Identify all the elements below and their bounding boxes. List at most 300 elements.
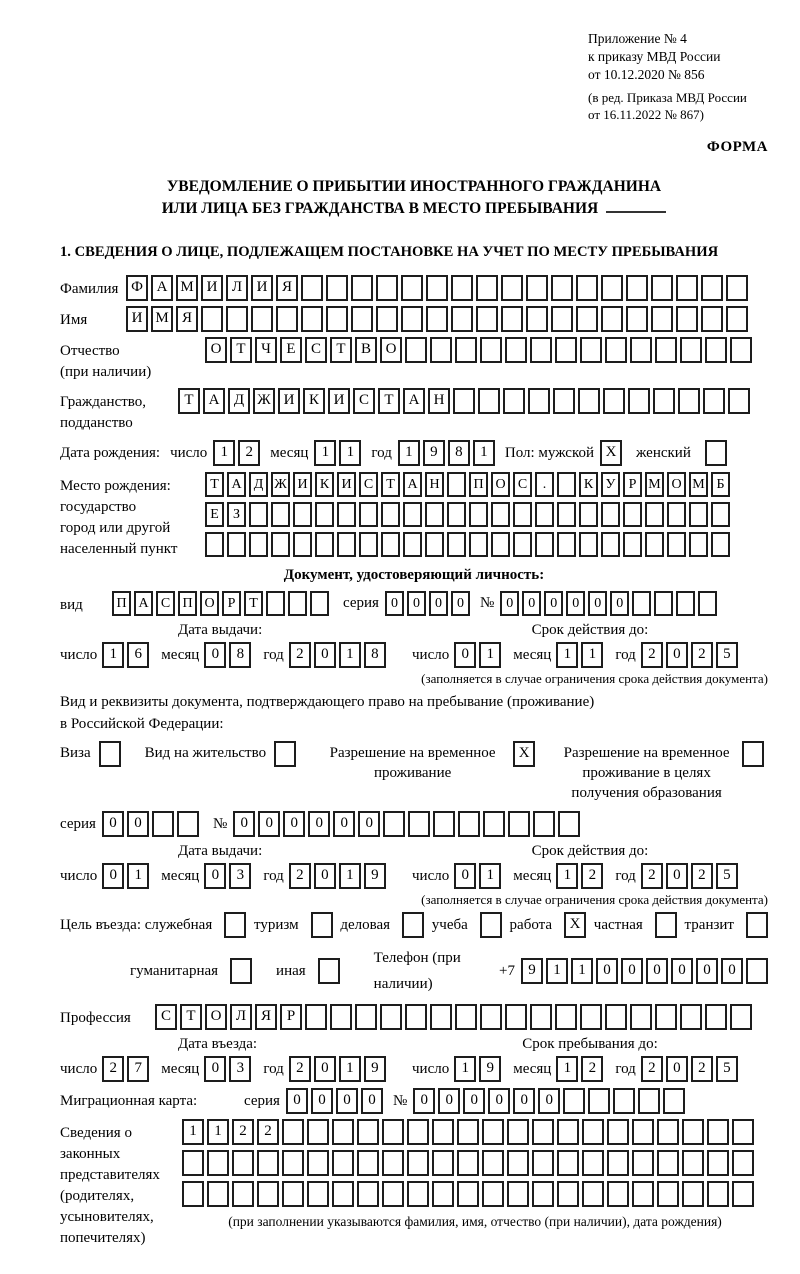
birth-place-cell[interactable] bbox=[491, 502, 510, 527]
representative-cell[interactable] bbox=[457, 1181, 479, 1207]
representative-cell[interactable] bbox=[582, 1150, 604, 1176]
representative-cell[interactable] bbox=[732, 1150, 754, 1176]
birth-place-cell[interactable]: Д bbox=[249, 472, 268, 497]
birth-place-cell[interactable] bbox=[557, 502, 576, 527]
birth-place-cell[interactable] bbox=[469, 532, 488, 557]
doc-kind-cell[interactable] bbox=[310, 591, 329, 616]
name-cell[interactable] bbox=[276, 306, 298, 332]
name-cell[interactable] bbox=[326, 306, 348, 332]
migration-number-cell[interactable] bbox=[563, 1088, 585, 1114]
representative-cell[interactable] bbox=[557, 1119, 579, 1145]
representative-cell[interactable] bbox=[532, 1181, 554, 1207]
checkbox-female[interactable] bbox=[705, 440, 727, 466]
patronymic-cell[interactable] bbox=[480, 337, 502, 363]
birth-place-cell[interactable] bbox=[689, 502, 708, 527]
patronymic-cell[interactable]: Е bbox=[280, 337, 302, 363]
issue-month-cell[interactable]: 0 bbox=[204, 642, 226, 668]
residence-number-cell[interactable] bbox=[458, 811, 480, 837]
representative-cell[interactable] bbox=[532, 1150, 554, 1176]
residence-series-cell[interactable] bbox=[152, 811, 174, 837]
representative-cell[interactable] bbox=[532, 1119, 554, 1145]
birth-place-cell[interactable] bbox=[689, 532, 708, 557]
doc-kind-cell[interactable] bbox=[288, 591, 307, 616]
residence-series-cell[interactable] bbox=[177, 811, 199, 837]
checkbox-official[interactable] bbox=[224, 912, 246, 938]
citizenship-cell[interactable] bbox=[703, 388, 725, 414]
representative-cell[interactable] bbox=[482, 1181, 504, 1207]
checkbox-private[interactable] bbox=[655, 912, 677, 938]
issue-year-cell[interactable]: 9 bbox=[364, 863, 386, 889]
birth-place-cell[interactable] bbox=[645, 502, 664, 527]
profession-cell[interactable] bbox=[330, 1004, 352, 1030]
representative-cell[interactable] bbox=[632, 1181, 654, 1207]
surname-cell[interactable] bbox=[601, 275, 623, 301]
issue-month-cell[interactable]: 8 bbox=[229, 642, 251, 668]
expiry-year-cell[interactable]: 5 bbox=[716, 863, 738, 889]
representative-cell[interactable] bbox=[182, 1181, 204, 1207]
birth-place-cell[interactable] bbox=[403, 532, 422, 557]
doc-kind-cell[interactable]: П bbox=[112, 591, 131, 616]
birth-place-cell[interactable] bbox=[579, 532, 598, 557]
migration-number-cell[interactable]: 0 bbox=[463, 1088, 485, 1114]
name-cell[interactable] bbox=[426, 306, 448, 332]
representative-cell[interactable] bbox=[707, 1119, 729, 1145]
birth-place-cell[interactable]: У bbox=[601, 472, 620, 497]
surname-cell[interactable] bbox=[701, 275, 723, 301]
stay-until-month-cell[interactable]: 2 bbox=[581, 1056, 603, 1082]
surname-cell[interactable]: М bbox=[176, 275, 198, 301]
doc-number-cell[interactable] bbox=[632, 591, 651, 616]
migration-number-cell[interactable] bbox=[663, 1088, 685, 1114]
birth-day-cell[interactable]: 2 bbox=[238, 440, 260, 466]
birth-place-cell[interactable] bbox=[425, 502, 444, 527]
representative-cell[interactable] bbox=[307, 1150, 329, 1176]
phone-digit-cell[interactable]: 9 bbox=[521, 958, 543, 984]
citizenship-cell[interactable]: А bbox=[203, 388, 225, 414]
doc-series-cell[interactable]: 0 bbox=[451, 591, 470, 616]
birth-place-cell[interactable] bbox=[359, 502, 378, 527]
checkbox-other[interactable] bbox=[318, 958, 340, 984]
phone-digit-cell[interactable]: 0 bbox=[621, 958, 643, 984]
name-cell[interactable] bbox=[301, 306, 323, 332]
entry-year-cell[interactable]: 1 bbox=[339, 1056, 361, 1082]
citizenship-cell[interactable]: Т bbox=[178, 388, 200, 414]
issue-year-cell[interactable]: 2 bbox=[289, 863, 311, 889]
expiry-day-cell[interactable]: 1 bbox=[479, 863, 501, 889]
name-cell[interactable] bbox=[226, 306, 248, 332]
doc-number-cell[interactable]: 0 bbox=[544, 591, 563, 616]
checkbox-tourism[interactable] bbox=[311, 912, 333, 938]
birth-place-cell[interactable] bbox=[579, 502, 598, 527]
expiry-day-cell[interactable]: 0 bbox=[454, 642, 476, 668]
patronymic-cell[interactable] bbox=[430, 337, 452, 363]
citizenship-cell[interactable] bbox=[603, 388, 625, 414]
birth-place-cell[interactable]: Н bbox=[425, 472, 444, 497]
representative-cell[interactable] bbox=[657, 1119, 679, 1145]
representative-cell[interactable] bbox=[332, 1150, 354, 1176]
citizenship-cell[interactable] bbox=[628, 388, 650, 414]
doc-number-cell[interactable]: 0 bbox=[500, 591, 519, 616]
citizenship-cell[interactable] bbox=[503, 388, 525, 414]
entry-year-cell[interactable]: 0 bbox=[314, 1056, 336, 1082]
doc-series-cell[interactable]: 0 bbox=[407, 591, 426, 616]
surname-cell[interactable] bbox=[376, 275, 398, 301]
stay-until-year-cell[interactable]: 0 bbox=[666, 1056, 688, 1082]
issue-year-cell[interactable]: 8 bbox=[364, 642, 386, 668]
birth-place-cell[interactable]: С bbox=[513, 472, 532, 497]
patronymic-cell[interactable] bbox=[680, 337, 702, 363]
profession-cell[interactable] bbox=[730, 1004, 752, 1030]
birth-place-cell[interactable] bbox=[645, 532, 664, 557]
representative-cell[interactable] bbox=[582, 1119, 604, 1145]
surname-cell[interactable] bbox=[676, 275, 698, 301]
migration-series-cell[interactable]: 0 bbox=[336, 1088, 358, 1114]
representative-cell[interactable] bbox=[207, 1150, 229, 1176]
representative-cell[interactable] bbox=[282, 1181, 304, 1207]
patronymic-cell[interactable] bbox=[580, 337, 602, 363]
profession-cell[interactable] bbox=[305, 1004, 327, 1030]
doc-kind-cell[interactable]: С bbox=[156, 591, 175, 616]
surname-cell[interactable] bbox=[551, 275, 573, 301]
birth-place-cell[interactable] bbox=[557, 532, 576, 557]
birth-place-cell[interactable] bbox=[249, 532, 268, 557]
representative-cell[interactable] bbox=[357, 1150, 379, 1176]
expiry-year-cell[interactable]: 2 bbox=[641, 642, 663, 668]
profession-cell[interactable] bbox=[380, 1004, 402, 1030]
patronymic-cell[interactable] bbox=[705, 337, 727, 363]
stay-until-year-cell[interactable]: 5 bbox=[716, 1056, 738, 1082]
migration-series-cell[interactable]: 0 bbox=[286, 1088, 308, 1114]
birth-place-cell[interactable] bbox=[293, 532, 312, 557]
surname-cell[interactable] bbox=[576, 275, 598, 301]
representative-cell[interactable] bbox=[607, 1150, 629, 1176]
profession-cell[interactable]: Р bbox=[280, 1004, 302, 1030]
birth-place-cell[interactable]: А bbox=[403, 472, 422, 497]
migration-series-cell[interactable]: 0 bbox=[361, 1088, 383, 1114]
surname-cell[interactable] bbox=[526, 275, 548, 301]
birth-place-cell[interactable]: С bbox=[359, 472, 378, 497]
birth-place-cell[interactable] bbox=[381, 532, 400, 557]
surname-cell[interactable]: Я bbox=[276, 275, 298, 301]
surname-cell[interactable] bbox=[351, 275, 373, 301]
stay-until-month-cell[interactable]: 1 bbox=[556, 1056, 578, 1082]
patronymic-cell[interactable]: В bbox=[355, 337, 377, 363]
representative-cell[interactable] bbox=[407, 1150, 429, 1176]
phone-digit-cell[interactable]: 0 bbox=[721, 958, 743, 984]
name-cell[interactable] bbox=[526, 306, 548, 332]
birth-place-cell[interactable] bbox=[623, 502, 642, 527]
profession-cell[interactable] bbox=[530, 1004, 552, 1030]
migration-number-cell[interactable] bbox=[588, 1088, 610, 1114]
residence-number-cell[interactable] bbox=[433, 811, 455, 837]
citizenship-cell[interactable]: Т bbox=[378, 388, 400, 414]
representative-cell[interactable] bbox=[707, 1181, 729, 1207]
issue-day-cell[interactable]: 6 bbox=[127, 642, 149, 668]
name-cell[interactable] bbox=[601, 306, 623, 332]
representative-cell[interactable] bbox=[257, 1150, 279, 1176]
birth-place-cell[interactable] bbox=[337, 532, 356, 557]
expiry-month-cell[interactable]: 1 bbox=[581, 642, 603, 668]
representative-cell[interactable] bbox=[657, 1150, 679, 1176]
birth-place-cell[interactable]: М bbox=[689, 472, 708, 497]
representative-cell[interactable] bbox=[657, 1181, 679, 1207]
patronymic-cell[interactable] bbox=[405, 337, 427, 363]
birth-year-cell[interactable]: 8 bbox=[448, 440, 470, 466]
representative-cell[interactable] bbox=[382, 1119, 404, 1145]
checkbox-business[interactable] bbox=[402, 912, 424, 938]
expiry-year-cell[interactable]: 5 bbox=[716, 642, 738, 668]
name-cell[interactable] bbox=[551, 306, 573, 332]
expiry-day-cell[interactable]: 1 bbox=[479, 642, 501, 668]
surname-cell[interactable] bbox=[401, 275, 423, 301]
representative-cell[interactable] bbox=[732, 1181, 754, 1207]
doc-kind-cell[interactable]: А bbox=[134, 591, 153, 616]
issue-year-cell[interactable]: 0 bbox=[314, 642, 336, 668]
patronymic-cell[interactable] bbox=[730, 337, 752, 363]
checkbox-visa[interactable] bbox=[99, 741, 121, 767]
representative-cell[interactable] bbox=[707, 1150, 729, 1176]
citizenship-cell[interactable]: Н bbox=[428, 388, 450, 414]
migration-number-cell[interactable]: 0 bbox=[438, 1088, 460, 1114]
checkbox-male[interactable]: X bbox=[600, 440, 622, 466]
birth-place-cell[interactable]: И bbox=[293, 472, 312, 497]
citizenship-cell[interactable]: Ж bbox=[253, 388, 275, 414]
birth-place-cell[interactable] bbox=[513, 532, 532, 557]
name-cell[interactable] bbox=[676, 306, 698, 332]
representative-cell[interactable] bbox=[432, 1181, 454, 1207]
citizenship-cell[interactable] bbox=[453, 388, 475, 414]
birth-place-cell[interactable]: Б bbox=[711, 472, 730, 497]
profession-cell[interactable]: Я bbox=[255, 1004, 277, 1030]
birth-place-cell[interactable] bbox=[315, 532, 334, 557]
entry-day-cell[interactable]: 2 bbox=[102, 1056, 124, 1082]
profession-cell[interactable] bbox=[355, 1004, 377, 1030]
birth-place-cell[interactable] bbox=[271, 532, 290, 557]
profession-cell[interactable] bbox=[505, 1004, 527, 1030]
representative-cell[interactable] bbox=[682, 1181, 704, 1207]
phone-digit-cell[interactable]: 0 bbox=[671, 958, 693, 984]
expiry-year-cell[interactable]: 2 bbox=[691, 863, 713, 889]
surname-cell[interactable] bbox=[726, 275, 748, 301]
doc-number-cell[interactable]: 0 bbox=[522, 591, 541, 616]
citizenship-cell[interactable]: А bbox=[403, 388, 425, 414]
entry-month-cell[interactable]: 3 bbox=[229, 1056, 251, 1082]
representative-cell[interactable] bbox=[632, 1150, 654, 1176]
birth-place-cell[interactable] bbox=[381, 502, 400, 527]
profession-cell[interactable] bbox=[455, 1004, 477, 1030]
birth-place-cell[interactable] bbox=[601, 502, 620, 527]
surname-cell[interactable]: Л bbox=[226, 275, 248, 301]
birth-place-cell[interactable] bbox=[271, 502, 290, 527]
birth-place-cell[interactable] bbox=[447, 472, 466, 497]
representative-cell[interactable] bbox=[357, 1181, 379, 1207]
birth-year-cell[interactable]: 1 bbox=[398, 440, 420, 466]
name-cell[interactable] bbox=[501, 306, 523, 332]
representative-cell[interactable] bbox=[232, 1181, 254, 1207]
profession-cell[interactable]: Л bbox=[230, 1004, 252, 1030]
birth-place-cell[interactable]: О bbox=[667, 472, 686, 497]
residence-number-cell[interactable]: 0 bbox=[233, 811, 255, 837]
birth-place-cell[interactable] bbox=[535, 502, 554, 527]
doc-series-cell[interactable]: 0 bbox=[385, 591, 404, 616]
issue-year-cell[interactable]: 1 bbox=[339, 642, 361, 668]
representative-cell[interactable] bbox=[507, 1181, 529, 1207]
checkbox-work[interactable]: X bbox=[564, 912, 586, 938]
residence-number-cell[interactable]: 0 bbox=[258, 811, 280, 837]
representative-cell[interactable] bbox=[207, 1181, 229, 1207]
migration-series-cell[interactable]: 0 bbox=[311, 1088, 333, 1114]
birth-place-cell[interactable] bbox=[227, 532, 246, 557]
profession-cell[interactable] bbox=[430, 1004, 452, 1030]
residence-number-cell[interactable] bbox=[483, 811, 505, 837]
birth-place-cell[interactable] bbox=[535, 532, 554, 557]
expiry-month-cell[interactable]: 2 bbox=[581, 863, 603, 889]
birth-place-cell[interactable] bbox=[447, 532, 466, 557]
expiry-month-cell[interactable]: 1 bbox=[556, 863, 578, 889]
birth-place-cell[interactable]: О bbox=[491, 472, 510, 497]
issue-month-cell[interactable]: 3 bbox=[229, 863, 251, 889]
stay-until-day-cell[interactable]: 1 bbox=[454, 1056, 476, 1082]
issue-month-cell[interactable]: 0 bbox=[204, 863, 226, 889]
birth-place-cell[interactable]: Е bbox=[205, 502, 224, 527]
representative-cell[interactable] bbox=[482, 1119, 504, 1145]
doc-number-cell[interactable]: 0 bbox=[610, 591, 629, 616]
surname-cell[interactable]: А bbox=[151, 275, 173, 301]
phone-digit-cell[interactable]: 0 bbox=[596, 958, 618, 984]
migration-number-cell[interactable]: 0 bbox=[413, 1088, 435, 1114]
birth-place-cell[interactable]: Ж bbox=[271, 472, 290, 497]
name-cell[interactable] bbox=[576, 306, 598, 332]
checkbox-temp-residence-education[interactable] bbox=[742, 741, 764, 767]
checkbox-study[interactable] bbox=[480, 912, 502, 938]
profession-cell[interactable] bbox=[705, 1004, 727, 1030]
patronymic-cell[interactable]: Т bbox=[330, 337, 352, 363]
phone-digit-cell[interactable]: 1 bbox=[571, 958, 593, 984]
profession-cell[interactable] bbox=[680, 1004, 702, 1030]
citizenship-cell[interactable] bbox=[478, 388, 500, 414]
surname-cell[interactable] bbox=[476, 275, 498, 301]
entry-month-cell[interactable]: 0 bbox=[204, 1056, 226, 1082]
birth-place-cell[interactable]: А bbox=[227, 472, 246, 497]
patronymic-cell[interactable] bbox=[530, 337, 552, 363]
surname-cell[interactable]: И bbox=[201, 275, 223, 301]
migration-number-cell[interactable]: 0 bbox=[538, 1088, 560, 1114]
residence-number-cell[interactable]: 0 bbox=[283, 811, 305, 837]
profession-cell[interactable] bbox=[555, 1004, 577, 1030]
representative-cell[interactable] bbox=[307, 1181, 329, 1207]
residence-number-cell[interactable] bbox=[533, 811, 555, 837]
birth-place-cell[interactable] bbox=[623, 532, 642, 557]
representative-cell[interactable] bbox=[332, 1181, 354, 1207]
birth-place-cell[interactable]: . bbox=[535, 472, 554, 497]
expiry-year-cell[interactable]: 2 bbox=[641, 863, 663, 889]
expiry-month-cell[interactable]: 1 bbox=[556, 642, 578, 668]
representative-cell[interactable] bbox=[257, 1181, 279, 1207]
phone-digit-cell[interactable]: 1 bbox=[546, 958, 568, 984]
migration-number-cell[interactable]: 0 bbox=[488, 1088, 510, 1114]
residence-number-cell[interactable] bbox=[383, 811, 405, 837]
citizenship-cell[interactable]: К bbox=[303, 388, 325, 414]
birth-place-cell[interactable] bbox=[513, 502, 532, 527]
surname-cell[interactable]: Ф bbox=[126, 275, 148, 301]
name-cell[interactable] bbox=[451, 306, 473, 332]
checkbox-transit[interactable] bbox=[746, 912, 768, 938]
issue-year-cell[interactable]: 1 bbox=[339, 863, 361, 889]
profession-cell[interactable] bbox=[655, 1004, 677, 1030]
stay-until-year-cell[interactable]: 2 bbox=[641, 1056, 663, 1082]
birth-place-cell[interactable]: К bbox=[315, 472, 334, 497]
representative-cell[interactable] bbox=[632, 1119, 654, 1145]
patronymic-cell[interactable] bbox=[630, 337, 652, 363]
name-cell[interactable] bbox=[201, 306, 223, 332]
citizenship-cell[interactable]: С bbox=[353, 388, 375, 414]
representative-cell[interactable] bbox=[457, 1119, 479, 1145]
residence-series-cell[interactable]: 0 bbox=[102, 811, 124, 837]
doc-kind-cell[interactable]: О bbox=[200, 591, 219, 616]
birth-place-cell[interactable] bbox=[469, 502, 488, 527]
birth-place-cell[interactable]: И bbox=[337, 472, 356, 497]
representative-cell[interactable] bbox=[282, 1119, 304, 1145]
issue-day-cell[interactable]: 0 bbox=[102, 863, 124, 889]
representative-cell[interactable] bbox=[557, 1150, 579, 1176]
citizenship-cell[interactable]: И bbox=[278, 388, 300, 414]
citizenship-cell[interactable] bbox=[553, 388, 575, 414]
birth-place-cell[interactable] bbox=[447, 502, 466, 527]
profession-cell[interactable] bbox=[480, 1004, 502, 1030]
profession-cell[interactable]: Т bbox=[180, 1004, 202, 1030]
representative-cell[interactable] bbox=[432, 1150, 454, 1176]
name-cell[interactable] bbox=[626, 306, 648, 332]
representative-cell[interactable] bbox=[482, 1150, 504, 1176]
birth-place-cell[interactable] bbox=[557, 472, 576, 497]
surname-cell[interactable]: И bbox=[251, 275, 273, 301]
entry-year-cell[interactable]: 9 bbox=[364, 1056, 386, 1082]
representative-cell[interactable] bbox=[557, 1181, 579, 1207]
patronymic-cell[interactable]: Т bbox=[230, 337, 252, 363]
profession-cell[interactable] bbox=[605, 1004, 627, 1030]
birth-place-cell[interactable]: Т bbox=[381, 472, 400, 497]
residence-number-cell[interactable] bbox=[558, 811, 580, 837]
name-cell[interactable] bbox=[726, 306, 748, 332]
stay-until-day-cell[interactable]: 9 bbox=[479, 1056, 501, 1082]
representative-cell[interactable] bbox=[282, 1150, 304, 1176]
doc-kind-cell[interactable]: Р bbox=[222, 591, 241, 616]
representative-cell[interactable] bbox=[432, 1119, 454, 1145]
name-cell[interactable] bbox=[401, 306, 423, 332]
birth-place-cell[interactable] bbox=[667, 502, 686, 527]
migration-number-cell[interactable] bbox=[613, 1088, 635, 1114]
birth-place-cell[interactable] bbox=[205, 532, 224, 557]
name-cell[interactable] bbox=[476, 306, 498, 332]
profession-cell[interactable]: О bbox=[205, 1004, 227, 1030]
citizenship-cell[interactable] bbox=[653, 388, 675, 414]
profession-cell[interactable] bbox=[630, 1004, 652, 1030]
name-cell[interactable] bbox=[251, 306, 273, 332]
patronymic-cell[interactable]: Ч bbox=[255, 337, 277, 363]
birth-place-cell[interactable]: З bbox=[227, 502, 246, 527]
expiry-year-cell[interactable]: 0 bbox=[666, 642, 688, 668]
doc-kind-cell[interactable]: П bbox=[178, 591, 197, 616]
representative-cell[interactable]: 2 bbox=[232, 1119, 254, 1145]
representative-cell[interactable] bbox=[357, 1119, 379, 1145]
representative-cell[interactable] bbox=[182, 1150, 204, 1176]
representative-cell[interactable] bbox=[507, 1150, 529, 1176]
name-cell[interactable] bbox=[701, 306, 723, 332]
birth-day-cell[interactable]: 1 bbox=[213, 440, 235, 466]
name-cell[interactable]: Я bbox=[176, 306, 198, 332]
patronymic-cell[interactable] bbox=[605, 337, 627, 363]
birth-place-cell[interactable]: М bbox=[645, 472, 664, 497]
